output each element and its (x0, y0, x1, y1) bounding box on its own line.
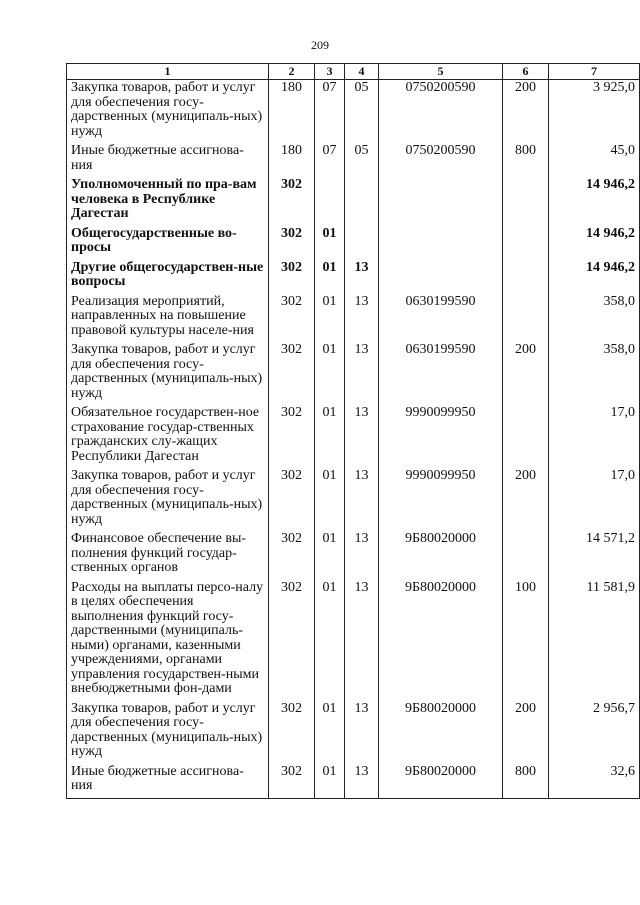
expense-type-cell (503, 405, 549, 468)
target-article-cell: 9Б80020000 (379, 531, 503, 580)
subsection-code-cell: 13 (345, 260, 379, 294)
target-article-cell: 9Б80020000 (379, 701, 503, 764)
table-row (67, 143, 640, 177)
column-header: 5 (379, 64, 503, 80)
expense-type-cell: 800 (503, 764, 549, 799)
target-article-cell (379, 177, 503, 226)
expense-type-cell: 800 (503, 143, 549, 177)
subsection-code-cell: 13 (345, 342, 379, 405)
expense-type-cell: 100 (503, 580, 549, 701)
column-header: 2 (269, 64, 315, 80)
subsection-code-cell: 13 (345, 580, 379, 701)
expense-type-cell (503, 294, 549, 343)
subsection-code-cell: 13 (345, 531, 379, 580)
expense-type-cell (503, 177, 549, 226)
subsection-code-cell: 13 (345, 405, 379, 468)
row-name-cell: Уполномоченный по пра-вам человека в Республике Дагестан (67, 177, 269, 226)
table-row (67, 468, 640, 531)
table-row (67, 701, 640, 764)
row-name-cell: Финансовое обеспечение вы-полнения функций государ-ственных органов (67, 531, 269, 580)
ministry-code-cell: 302 (269, 405, 315, 468)
subsection-code-cell: 13 (345, 294, 379, 343)
target-article-cell: 9990099950 (379, 405, 503, 468)
subsection-code-cell: 05 (345, 80, 379, 144)
amount-cell: 17,0 (549, 468, 640, 531)
table-row (67, 342, 640, 405)
column-header: 1 (67, 64, 269, 80)
budget-table (66, 63, 640, 799)
row-name-cell: Закупка товаров, работ и услуг для обеспечения госу-дарственных (муниципаль-ных) нужд (67, 80, 269, 144)
row-name-cell: Реализация мероприятий, направленных на повышение правовой культуры населе-ния (67, 294, 269, 343)
amount-cell: 14 946,2 (549, 260, 640, 294)
target-article-cell: 0630199590 (379, 294, 503, 343)
section-code-cell: 01 (315, 701, 345, 764)
row-name-cell: Общегосударственные во-просы (67, 226, 269, 260)
row-name-cell: Закупка товаров, работ и услуг для обеспечения госу-дарственных (муниципаль-ных) нужд (67, 468, 269, 531)
target-article-cell: 0630199590 (379, 342, 503, 405)
amount-cell: 45,0 (549, 143, 640, 177)
row-name-cell: Расходы на выплаты персо-налу в целях обеспечения выполнения функций госу-дарственными (муниципаль-ными) органами, казенными учреждениями, органами управления государствен-ными внебюджетными фон-дами (67, 580, 269, 701)
amount-cell: 358,0 (549, 342, 640, 405)
target-article-cell: 9Б80020000 (379, 580, 503, 701)
ministry-code-cell: 302 (269, 260, 315, 294)
row-name-cell: Обязательное государствен-ное страхование государ-ственных гражданских слу-жащих Республики Дагестан (67, 405, 269, 468)
ministry-code-cell: 302 (269, 468, 315, 531)
ministry-code-cell: 302 (269, 294, 315, 343)
ministry-code-cell: 302 (269, 531, 315, 580)
section-code-cell: 01 (315, 405, 345, 468)
row-name-cell: Иные бюджетные ассигнова-ния (67, 143, 269, 177)
section-code-cell: 01 (315, 342, 345, 405)
amount-cell: 2 956,7 (549, 701, 640, 764)
table-body (67, 80, 640, 799)
expense-type-cell: 200 (503, 80, 549, 144)
ministry-code-cell: 302 (269, 764, 315, 799)
amount-cell: 14 571,2 (549, 531, 640, 580)
target-article-cell: 0750200590 (379, 80, 503, 144)
page-number: 209 (311, 38, 329, 52)
table-row (67, 764, 640, 799)
ministry-code-cell: 302 (269, 177, 315, 226)
table-row (67, 260, 640, 294)
subsection-code-cell: 13 (345, 468, 379, 531)
ministry-code-cell: 180 (269, 143, 315, 177)
section-code-cell: 01 (315, 260, 345, 294)
target-article-cell: 9Б80020000 (379, 764, 503, 799)
column-header: 3 (315, 64, 345, 80)
section-code-cell: 01 (315, 580, 345, 701)
subsection-code-cell (345, 177, 379, 226)
target-article-cell (379, 260, 503, 294)
amount-cell: 358,0 (549, 294, 640, 343)
section-code-cell (315, 177, 345, 226)
table-row (67, 531, 640, 580)
row-name-cell: Иные бюджетные ассигнова-ния (67, 764, 269, 799)
target-article-cell: 0750200590 (379, 143, 503, 177)
amount-cell: 14 946,2 (549, 226, 640, 260)
ministry-code-cell: 302 (269, 226, 315, 260)
row-name-cell: Закупка товаров, работ и услуг для обеспечения госу-дарственных (муниципаль-ных) нужд (67, 342, 269, 405)
subsection-code-cell: 13 (345, 701, 379, 764)
amount-cell: 17,0 (549, 405, 640, 468)
section-code-cell: 01 (315, 764, 345, 799)
section-code-cell: 07 (315, 143, 345, 177)
amount-cell: 14 946,2 (549, 177, 640, 226)
row-name-cell: Закупка товаров, работ и услуг для обеспечения госу-дарственных (муниципаль-ных) нужд (67, 701, 269, 764)
table-header-row (67, 64, 640, 80)
ministry-code-cell: 302 (269, 701, 315, 764)
ministry-code-cell: 302 (269, 342, 315, 405)
section-code-cell: 07 (315, 80, 345, 144)
table-row (67, 80, 640, 144)
row-name-cell: Другие общегосударствен-ные вопросы (67, 260, 269, 294)
expense-type-cell: 200 (503, 468, 549, 531)
table-row (67, 226, 640, 260)
section-code-cell: 01 (315, 226, 345, 260)
expense-type-cell (503, 260, 549, 294)
column-header: 4 (345, 64, 379, 80)
table-row (67, 580, 640, 701)
ministry-code-cell: 180 (269, 80, 315, 144)
ministry-code-cell: 302 (269, 580, 315, 701)
expense-type-cell: 200 (503, 342, 549, 405)
expense-type-cell (503, 531, 549, 580)
column-header: 6 (503, 64, 549, 80)
section-code-cell: 01 (315, 468, 345, 531)
amount-cell: 32,6 (549, 764, 640, 799)
target-article-cell: 9990099950 (379, 468, 503, 531)
section-code-cell: 01 (315, 531, 345, 580)
table-row (67, 405, 640, 468)
subsection-code-cell: 13 (345, 764, 379, 799)
table-row (67, 177, 640, 226)
table-row (67, 294, 640, 343)
amount-cell: 11 581,9 (549, 580, 640, 701)
expense-type-cell (503, 226, 549, 260)
target-article-cell (379, 226, 503, 260)
subsection-code-cell (345, 226, 379, 260)
section-code-cell: 01 (315, 294, 345, 343)
column-header: 7 (549, 64, 640, 80)
expense-type-cell: 200 (503, 701, 549, 764)
subsection-code-cell: 05 (345, 143, 379, 177)
amount-cell: 3 925,0 (549, 80, 640, 144)
